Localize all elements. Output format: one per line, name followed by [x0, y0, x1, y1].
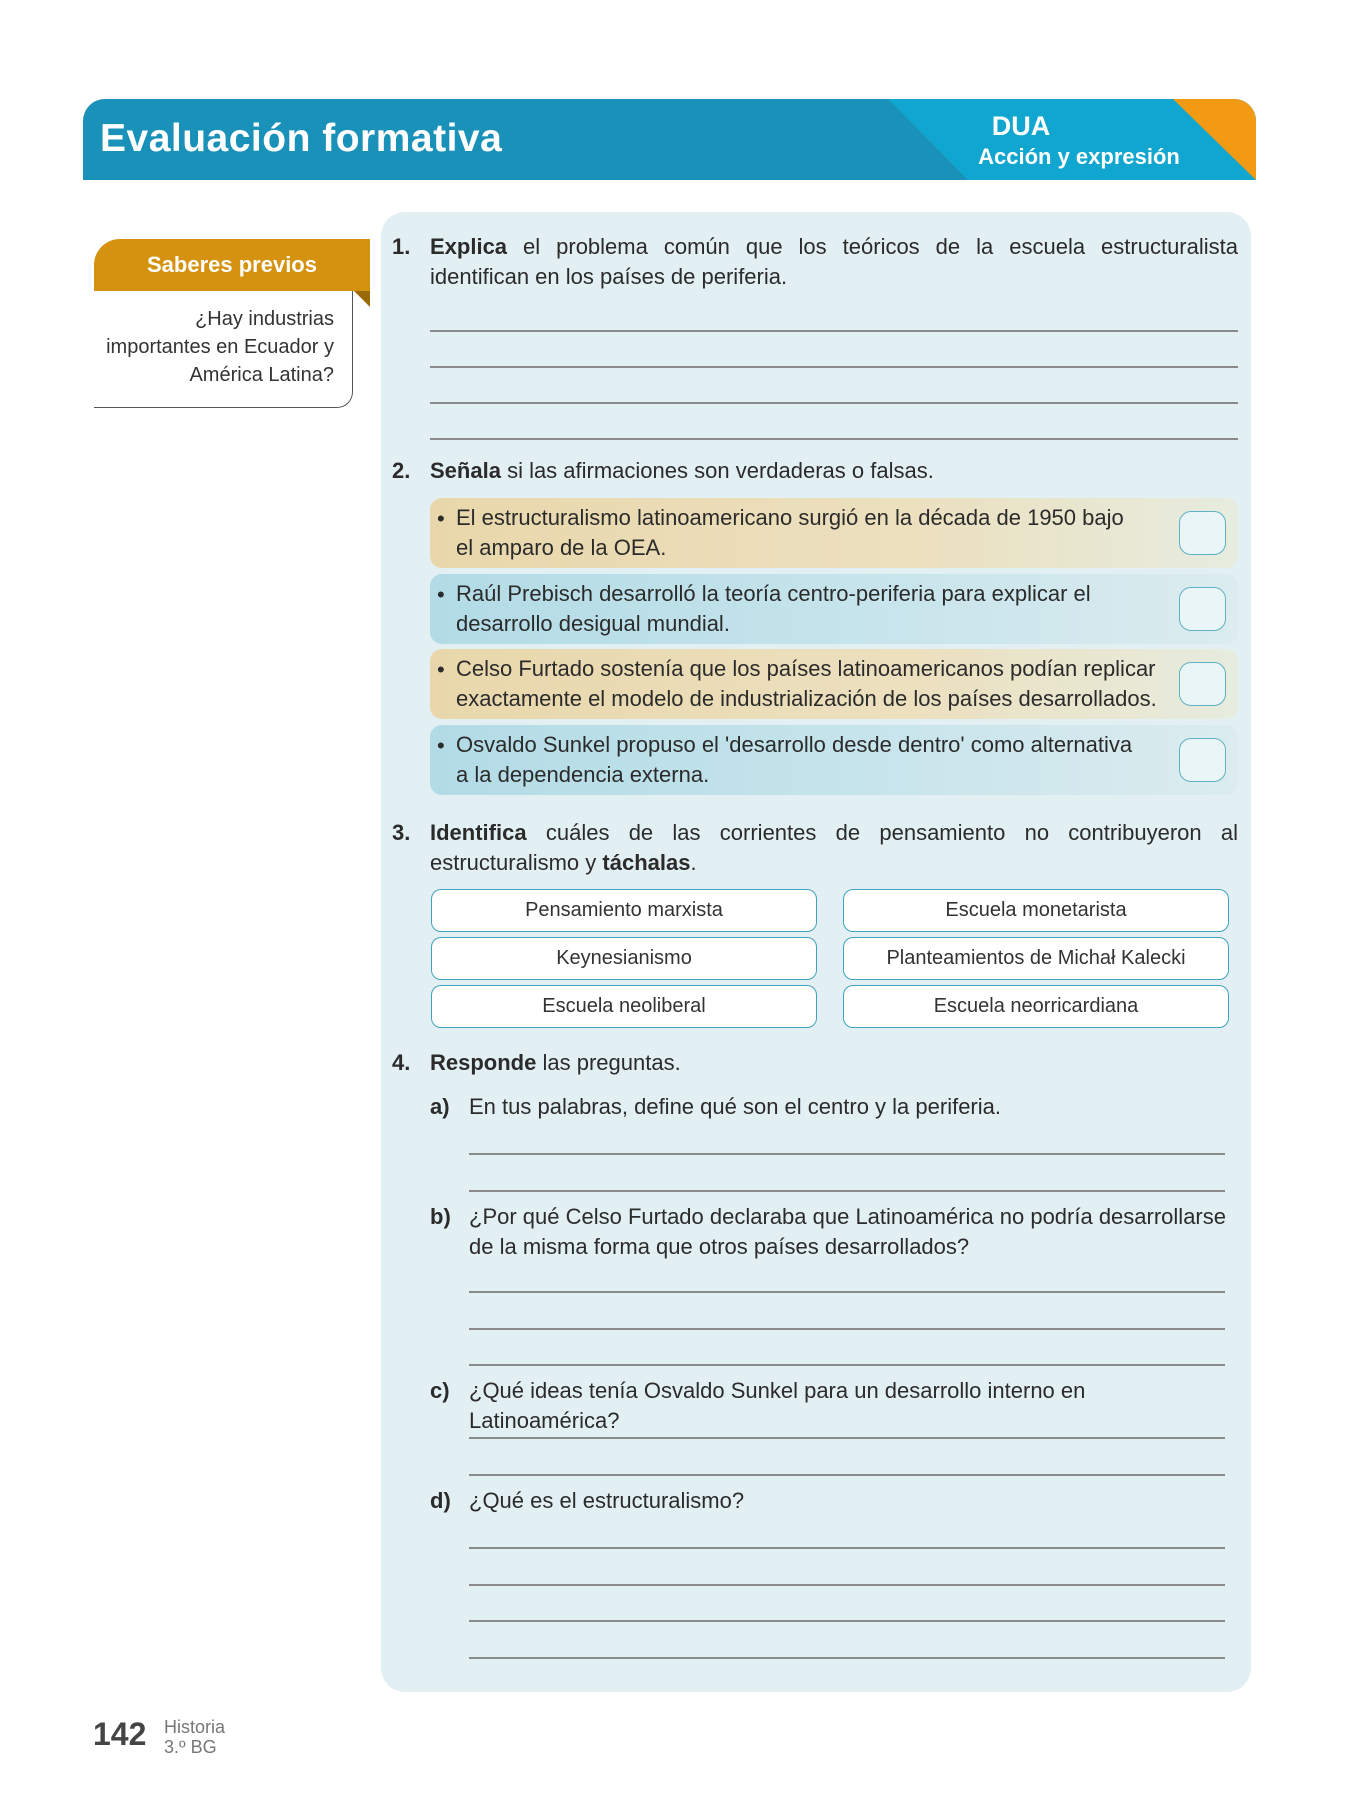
question-2-verb: Señala — [430, 458, 501, 483]
saberes-line-1: ¿Hay industrias — [195, 308, 334, 330]
option-kalecki[interactable]: Planteamientos de Michał Kalecki — [843, 937, 1229, 980]
statement-item — [430, 725, 1238, 795]
question-3-line-1 — [430, 818, 1238, 848]
subject-name: Historia — [164, 1717, 226, 1737]
true-false-answer-box[interactable] — [1179, 662, 1226, 706]
sub-question-text: En tus palabras, define qué son el centro y la periferia. — [469, 1094, 1001, 1119]
question-1-number: 1. — [392, 234, 411, 259]
question-3-number: 3. — [392, 820, 411, 845]
statement-item — [430, 574, 1238, 644]
sub-label: c) — [430, 1378, 450, 1403]
statement-text: Osvaldo Sunkel propuso el 'desarrollo desde dentro' como alternativa — [456, 732, 1133, 757]
true-false-answer-box[interactable] — [1179, 738, 1226, 782]
answer-line[interactable] — [469, 1153, 1225, 1155]
statement-text: el amparo de la OEA. — [456, 535, 667, 560]
dua-subtitle: Acción y expresión — [978, 144, 1180, 169]
sub-label: a) — [430, 1094, 450, 1119]
statement-text: Raúl Prebisch desarrolló la teoría centro-periferia para explicar el — [456, 581, 1091, 606]
bullet: • — [437, 657, 445, 682]
question-3-text: cuáles de las corrientes de pensamiento no contribuyeron al — [545, 820, 1238, 845]
question-1-line-2: identifican en los países de periferia. — [430, 264, 788, 289]
page-title: Evaluación formativa — [100, 117, 503, 160]
saberes-line-2: importantes en Ecuador y — [106, 336, 334, 358]
answer-line[interactable] — [469, 1620, 1225, 1622]
option-pensamiento-marxista[interactable]: Pensamiento marxista — [431, 889, 817, 932]
statement-item — [430, 498, 1238, 568]
sub-question-text: ¿Por qué Celso Furtado declaraba que Latinoamérica no podría desarrollarse — [469, 1204, 1226, 1229]
answer-line[interactable] — [430, 402, 1238, 404]
true-false-answer-box[interactable] — [1179, 511, 1226, 555]
statement-text: Celso Furtado sostenía que los países latinoamericanos podían replicar — [456, 656, 1156, 681]
answer-line[interactable] — [469, 1474, 1225, 1476]
answer-line[interactable] — [469, 1190, 1225, 1192]
statement-text: desarrollo desigual mundial. — [456, 611, 730, 636]
subject-label — [164, 1717, 225, 1757]
header-banner — [83, 99, 1256, 180]
question-1-line-1 — [430, 232, 1238, 262]
grade-label: 3.º BG — [164, 1737, 217, 1757]
sub-question-text: ¿Qué es el estructuralismo? — [469, 1488, 745, 1513]
answer-line[interactable] — [469, 1437, 1225, 1439]
page-number: 142 — [93, 1716, 147, 1752]
option-escuela-monetarista[interactable]: Escuela monetarista — [843, 889, 1229, 932]
bullet: • — [437, 582, 445, 607]
saberes-previos-label: Saberes previos — [147, 252, 317, 277]
statement-text: El estructuralismo latinoamericano surgió en la década de 1950 bajo — [456, 505, 1124, 530]
answer-line[interactable] — [430, 366, 1238, 368]
sub-question-text: ¿Qué ideas tenía Osvaldo Sunkel para un desarrollo interno en Latinoamérica? — [469, 1378, 1086, 1433]
answer-line[interactable] — [469, 1584, 1225, 1586]
question-1-verb: Explica — [430, 234, 508, 259]
saberes-previos-tab — [94, 239, 370, 291]
true-false-answer-box[interactable] — [1179, 587, 1226, 631]
question-2-number: 2. — [392, 458, 411, 483]
answer-line[interactable] — [469, 1328, 1225, 1330]
question-3-verb: Identifica — [430, 820, 527, 845]
bullet: • — [437, 506, 445, 531]
sub-question-text: de la misma forma que otros países desarrollados? — [469, 1234, 970, 1259]
answer-line[interactable] — [469, 1364, 1225, 1366]
question-4-number: 4. — [392, 1050, 411, 1075]
statement-text: a la dependencia externa. — [456, 762, 710, 787]
option-keynesianismo[interactable]: Keynesianismo — [431, 937, 817, 980]
answer-line[interactable] — [430, 330, 1238, 332]
saberes-previos-question — [94, 305, 334, 389]
tab-fold-decoration — [354, 291, 370, 307]
statement-item — [430, 649, 1238, 719]
option-escuela-neoliberal[interactable]: Escuela neoliberal — [431, 985, 817, 1028]
sub-label: b) — [430, 1204, 451, 1229]
question-4-verb: Responde — [430, 1050, 537, 1075]
answer-line[interactable] — [469, 1657, 1225, 1659]
question-2-text: si las afirmaciones son verdaderas o falsas. — [507, 458, 934, 483]
question-3-emphasis: táchalas — [602, 850, 691, 875]
question-4-text: las preguntas. — [542, 1050, 681, 1075]
answer-line[interactable] — [430, 438, 1238, 440]
question-3-period: . — [690, 850, 697, 875]
question-3-text-2: estructuralismo y — [430, 850, 597, 875]
saberes-line-3: América Latina? — [189, 364, 334, 386]
answer-line[interactable] — [469, 1547, 1225, 1549]
statement-text: exactamente el modelo de industrialización de los países desarrollados. — [456, 686, 1157, 711]
option-escuela-neorricardiana[interactable]: Escuela neorricardiana — [843, 985, 1229, 1028]
dua-title: DUA — [991, 111, 1051, 141]
answer-line[interactable] — [469, 1291, 1225, 1293]
bullet: • — [437, 733, 445, 758]
sub-label: d) — [430, 1488, 451, 1513]
question-1-text: el problema común que los teóricos de la escuela estructuralista — [523, 234, 1238, 259]
question-3-line-2 — [430, 848, 1238, 878]
